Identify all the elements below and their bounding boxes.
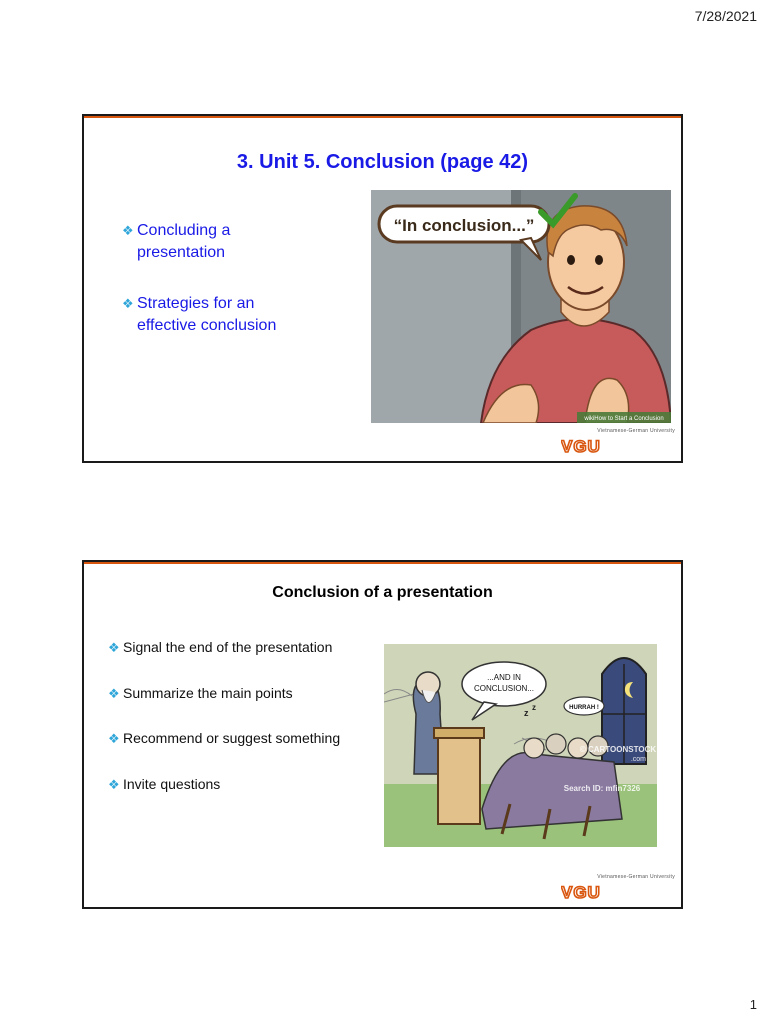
svg-text:VGU: VGU bbox=[561, 883, 601, 900]
slide-title: Conclusion of a presentation bbox=[272, 584, 493, 601]
diamond-bullet-icon: ❖ bbox=[108, 640, 120, 655]
illustration-cartoon-audience bbox=[384, 644, 657, 847]
svg-text:VGU: VGU bbox=[561, 437, 601, 454]
speech-line-1: ...AND IN bbox=[487, 673, 521, 682]
slide-2 bbox=[82, 560, 683, 909]
watermark-suffix: .com bbox=[630, 756, 646, 763]
diamond-bullet-icon: ❖ bbox=[122, 223, 134, 238]
bullet-item: ❖ Strategies for an effective conclusion bbox=[122, 295, 277, 334]
illustration-man-speaking bbox=[371, 190, 671, 423]
speech-bubble-text: “In conclusion...” bbox=[393, 216, 535, 235]
slide-title: 3. Unit 5. Conclusion (page 42) bbox=[236, 151, 529, 173]
page-number: 1 bbox=[749, 997, 757, 1012]
bullet-item: ❖ Concluding a presentation bbox=[122, 222, 231, 261]
bullet-item: ❖ Summarize the main points bbox=[108, 684, 293, 701]
diamond-bullet-icon: ❖ bbox=[122, 296, 134, 311]
logo-subtitle: Vietnamese-German University bbox=[597, 874, 675, 880]
bullet-item: ❖ Recommend or suggest something bbox=[108, 730, 341, 746]
svg-text:z: z bbox=[532, 703, 536, 712]
slide-1 bbox=[82, 114, 683, 463]
logo-subtitle: Vietnamese-German University bbox=[597, 428, 675, 434]
bullet-list bbox=[122, 220, 312, 366]
watermark: © CARTOONSTOCK bbox=[579, 745, 657, 754]
svg-text:z: z bbox=[524, 708, 529, 718]
image-credit: wikiHow to Start a Conclusion bbox=[584, 416, 664, 422]
diamond-bullet-icon: ❖ bbox=[108, 776, 120, 792]
bullet-item: ❖ Signal the end of the presentation bbox=[108, 639, 333, 655]
vgu-logo bbox=[560, 428, 675, 454]
diamond-bullet-icon: ❖ bbox=[108, 685, 120, 701]
page-date: 7/28/2021 bbox=[694, 8, 757, 24]
bullet-list bbox=[108, 638, 368, 820]
speech-bubble-2: HURRAH ! bbox=[569, 705, 599, 711]
search-id: Search ID: mfin7326 bbox=[563, 784, 641, 793]
bullet-item: ❖ Invite questions bbox=[108, 775, 221, 792]
speech-line-2: CONCLUSION... bbox=[473, 684, 535, 693]
vgu-logo bbox=[560, 874, 675, 900]
diamond-bullet-icon: ❖ bbox=[108, 731, 120, 746]
